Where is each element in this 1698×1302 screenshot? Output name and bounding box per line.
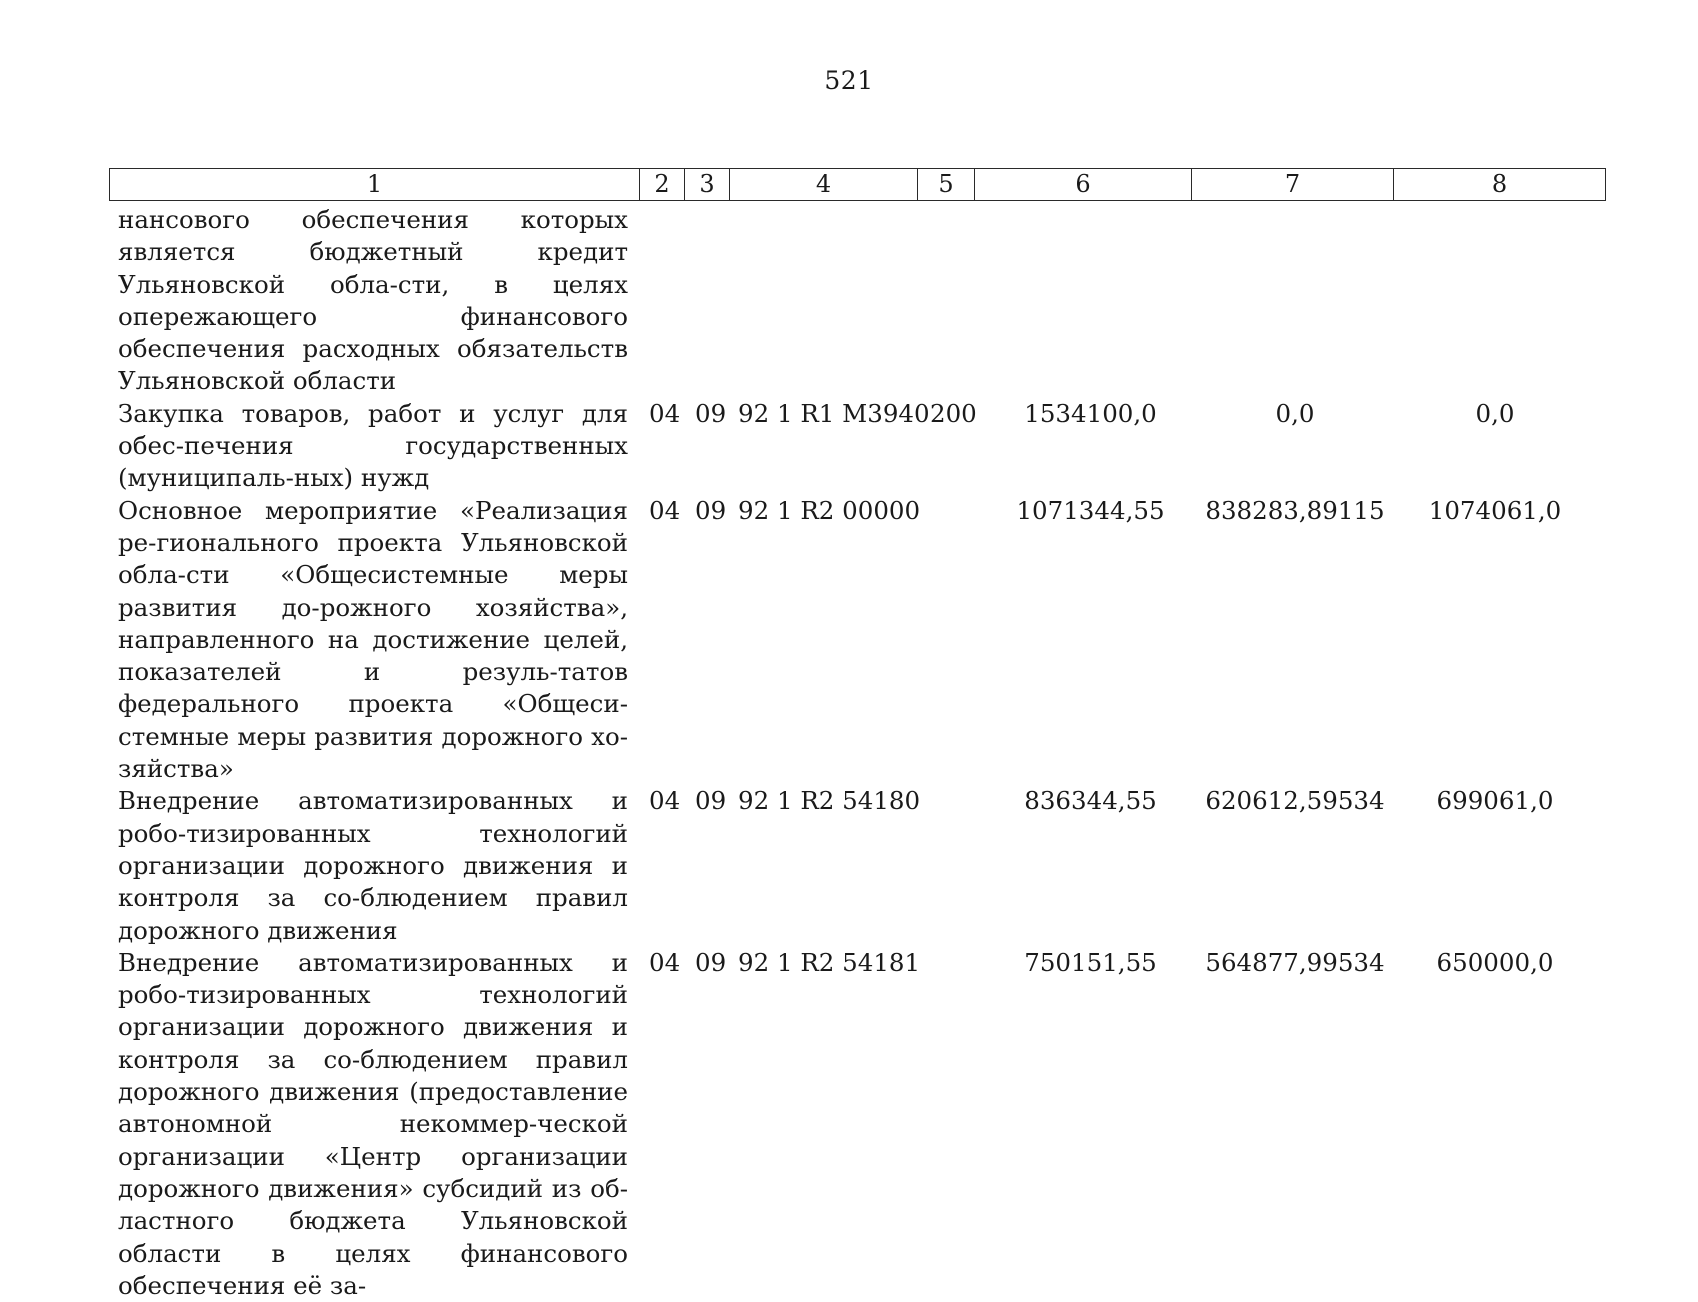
column-header-3: 3 xyxy=(685,169,730,200)
column-header-7: 7 xyxy=(1192,169,1394,200)
table-row xyxy=(118,785,1618,946)
table-header xyxy=(109,168,1606,201)
row-values xyxy=(118,398,1618,431)
cell-amount-8: 699061,0 xyxy=(1436,786,1554,816)
cell-target-article: 92 1 R1 M3940 xyxy=(738,398,930,428)
table-row xyxy=(118,398,1618,495)
column-header-8: 8 xyxy=(1491,170,1508,198)
cell-section: 04 xyxy=(649,947,681,977)
row-values xyxy=(118,785,1618,818)
row-description: Внедрение автоматизированных и робо-тизированных технологий организации дорожного движения и контроля за со-блюдением правил дорожного движения (предоставление автономной некоммер-ческой организации «Центр организации дорожного движения» субсидий из об-ластного бюджета Ульяновской области в целях финансового обеспечения её за- xyxy=(118,947,628,1300)
cell-amount-7: 564877,99534 xyxy=(1205,947,1385,977)
row-description: Закупка товаров, работ и услуг для обес-печения государственных (муниципаль-ных) нужд xyxy=(118,398,628,493)
table-body xyxy=(118,204,1618,1302)
cell-section: 04 xyxy=(649,398,681,428)
page-number: 521 xyxy=(824,66,874,95)
cell-amount-7: 838283,89115 xyxy=(1205,495,1385,525)
column-header-1: 1 xyxy=(110,169,640,200)
cell-target-article: 92 1 R2 54180 xyxy=(738,786,921,816)
column-header-5: 5 xyxy=(918,169,975,200)
cell-subsection: 09 xyxy=(695,786,727,816)
cell-amount-8: 1074061,0 xyxy=(1428,495,1562,525)
row-description: Основное мероприятие «Реализация ре-гионального проекта Ульяновской обла-сти «Общесистемные меры развития до-рожного хозяйства», направленного на достижение целей, показателей и резуль-татов федерального проекта «Общеси-стемные меры развития дорожного хо-зяйства» xyxy=(118,495,628,784)
row-description: Внедрение автоматизированных и робо-тизированных технологий организации дорожного движения и контроля за со-блюдением правил дорожного движения xyxy=(118,786,628,945)
cell-amount-8: 650000,0 xyxy=(1436,947,1554,977)
cell-amount-6: 836344,55 xyxy=(1024,786,1157,816)
table-row xyxy=(118,204,1618,398)
cell-section: 04 xyxy=(649,495,681,525)
column-header-4: 4 xyxy=(730,169,918,200)
cell-subsection: 09 xyxy=(695,398,727,428)
row-values xyxy=(118,495,1618,528)
column-header-2: 2 xyxy=(640,169,685,200)
row-description: нансового обеспечения которых является бюджетный кредит Ульяновской обла-сти, в целях опережающего финансового обеспечения расходных обязательств Ульяновской области xyxy=(118,205,628,396)
cell-amount-8: 0,0 xyxy=(1475,398,1515,428)
row-values xyxy=(118,947,1618,980)
table-row xyxy=(118,495,1618,786)
cell-amount-7: 620612,59534 xyxy=(1205,786,1385,816)
table-row xyxy=(118,947,1618,1302)
cell-target-article: 92 1 R2 00000 xyxy=(738,495,921,525)
column-header-6: 6 xyxy=(975,169,1192,200)
cell-section: 04 xyxy=(649,786,681,816)
cell-amount-6: 750151,55 xyxy=(1024,947,1157,977)
cell-amount-7: 0,0 xyxy=(1275,398,1315,428)
cell-target-article: 92 1 R2 54181 xyxy=(738,947,921,977)
cell-subsection: 09 xyxy=(695,495,727,525)
cell-amount-6: 1071344,55 xyxy=(1016,495,1165,525)
cell-subsection: 09 xyxy=(695,947,727,977)
cell-amount-6: 1534100,0 xyxy=(1024,398,1157,428)
cell-expense-type: 200 xyxy=(930,398,977,428)
